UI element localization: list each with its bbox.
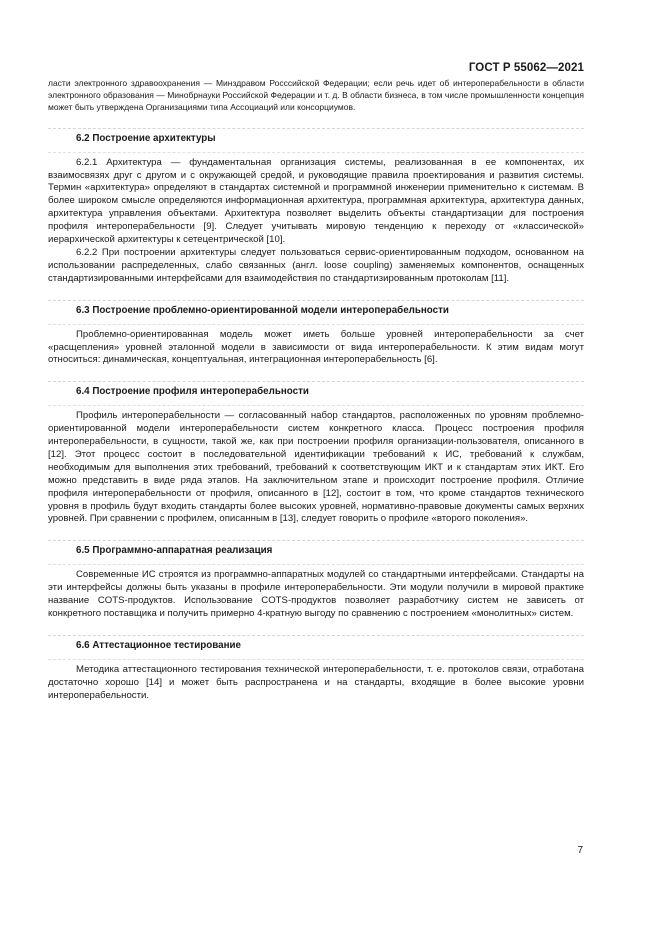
section-divider [48,381,584,382]
paragraph-6-5: Современные ИС строятся из программно-аппаратных модулей со стандартными интерфейсами. Стандарты на эти интерфейсы должны быть указаны в профиле интероперабельности. Эти модули получили в мировой практике название COTS-продуктов. Использование COTS-продуктов позволяет разработчику систем не зависеть от конкретного поставщика и получить примерно 4-кратную выгоду по сравнению с построением «монолитных» систем. [48,569,584,619]
paragraph-6-2-1: 6.2.1 Архитектура — фундаментальная организация системы, реализованная в ее компонентах, их взаимосвязях друг с другом и с окружающей средой, и руководящие правила проектирования и развития системы. Термин «архитектура» определяют в стандартах системной и программной инженерии применительно к системам. В более широком смысле определяются информационная архитектура, программная архитектура, архитектура данных, архитектура управления объектами. Архитектура позволяет выделить объекты стандартизации для построения профиля интероперабельности [9]. Следует учитывать мировую тенденцию к переходу от «классической» иерархической архитектуры к сетецентрической [10]. [48,156,584,246]
section-heading-6-6: 6.6 Аттестационное тестирование [76,639,242,651]
section-divider [48,540,584,541]
section-heading-6-4: 6.4 Построение профиля интероперабельности [76,386,309,398]
section-heading-6-5: 6.5 Программно-аппаратная реализация [76,545,273,557]
paragraph-6-2-2: 6.2.2 При построении архитектуры следует пользоваться сервис-ориентированным подходом, основанном на использовании распределенных, слабо связанных (англ. loose coupling) заменяемых компонентов, оснащенных стандартизированными интерфейсами для взаимодействия по стандартизированным протоколам [11]. [48,246,584,284]
section-divider [48,300,584,301]
heading-divider [48,152,584,153]
document-code: ГОСТ Р 55062—2021 [468,62,584,74]
page-number: 7 [577,845,583,856]
paragraph-6-6: Методика аттестационного тестирования технической интероперабельности, т. е. протоколов связи, отработана достаточно хорошо [14] и может быть распространена и на стандарты, входящие в более высокие уровни интероперабельности. [48,663,584,701]
section-heading-6-2: 6.2 Построение архитектуры [76,132,216,144]
heading-divider [48,564,584,565]
section-divider [48,128,584,129]
paragraph-6-4: Профиль интероперабельности — согласованный набор стандартов, расположенных по уровням проблемно-ориентированной модели интероперабельности систем конкретного класса. Процесс построения профиля интероперабельности, в сущности, такой же, как при построении профиля организации-пользователя, описанного в [12]. Этот процесс состоит в последовательной идентификации требований к ИС, требований к службам, необходимым для выполнения этих требований, требований к соответствующим ИКТ и к стандартам этих ИКТ. Его можно представить в виде ряда этапов. На заключительном этапе и происходит построение профиля. Отличие профиля интероперабельности от профиля, описанного в [12], состоит в том, что кроме стандартов технического уровня в профиль будут входить стандарты более высоких уровней, нормативно-правовые документы самых верхних уровней. При сравнении с профилем, описанным в [13], следует говорить о профиле «второго поколения». [48,410,584,525]
document-body [48,78,584,703]
heading-divider [48,405,584,406]
section-heading-6-3: 6.3 Построение проблемно-ориентированной модели интероперабельности [76,304,449,316]
heading-divider [48,324,584,325]
heading-divider [48,659,584,660]
section-divider [48,635,584,636]
paragraph-6-3: Проблемно-ориентированная модель может иметь больше уровней интероперабельности за счет «расщепления» уровней эталонной модели в зависимости от вида интероперабельности. К этим видам могут относиться: динамическая, концептуальная, интеграционная интероперабельность [6]. [48,328,584,366]
intro-paragraph: ласти электронного здравоохранения — Минздравом Росссийской Федерации; если речь идет об интероперабельности в области электронного образования — Минобрнауки Российской Федерации и т. д. В области бизнеса, в том числе промышленности концепция может быть утверждена Организациями типа Ассоциаций или консорциумов. [48,78,584,112]
